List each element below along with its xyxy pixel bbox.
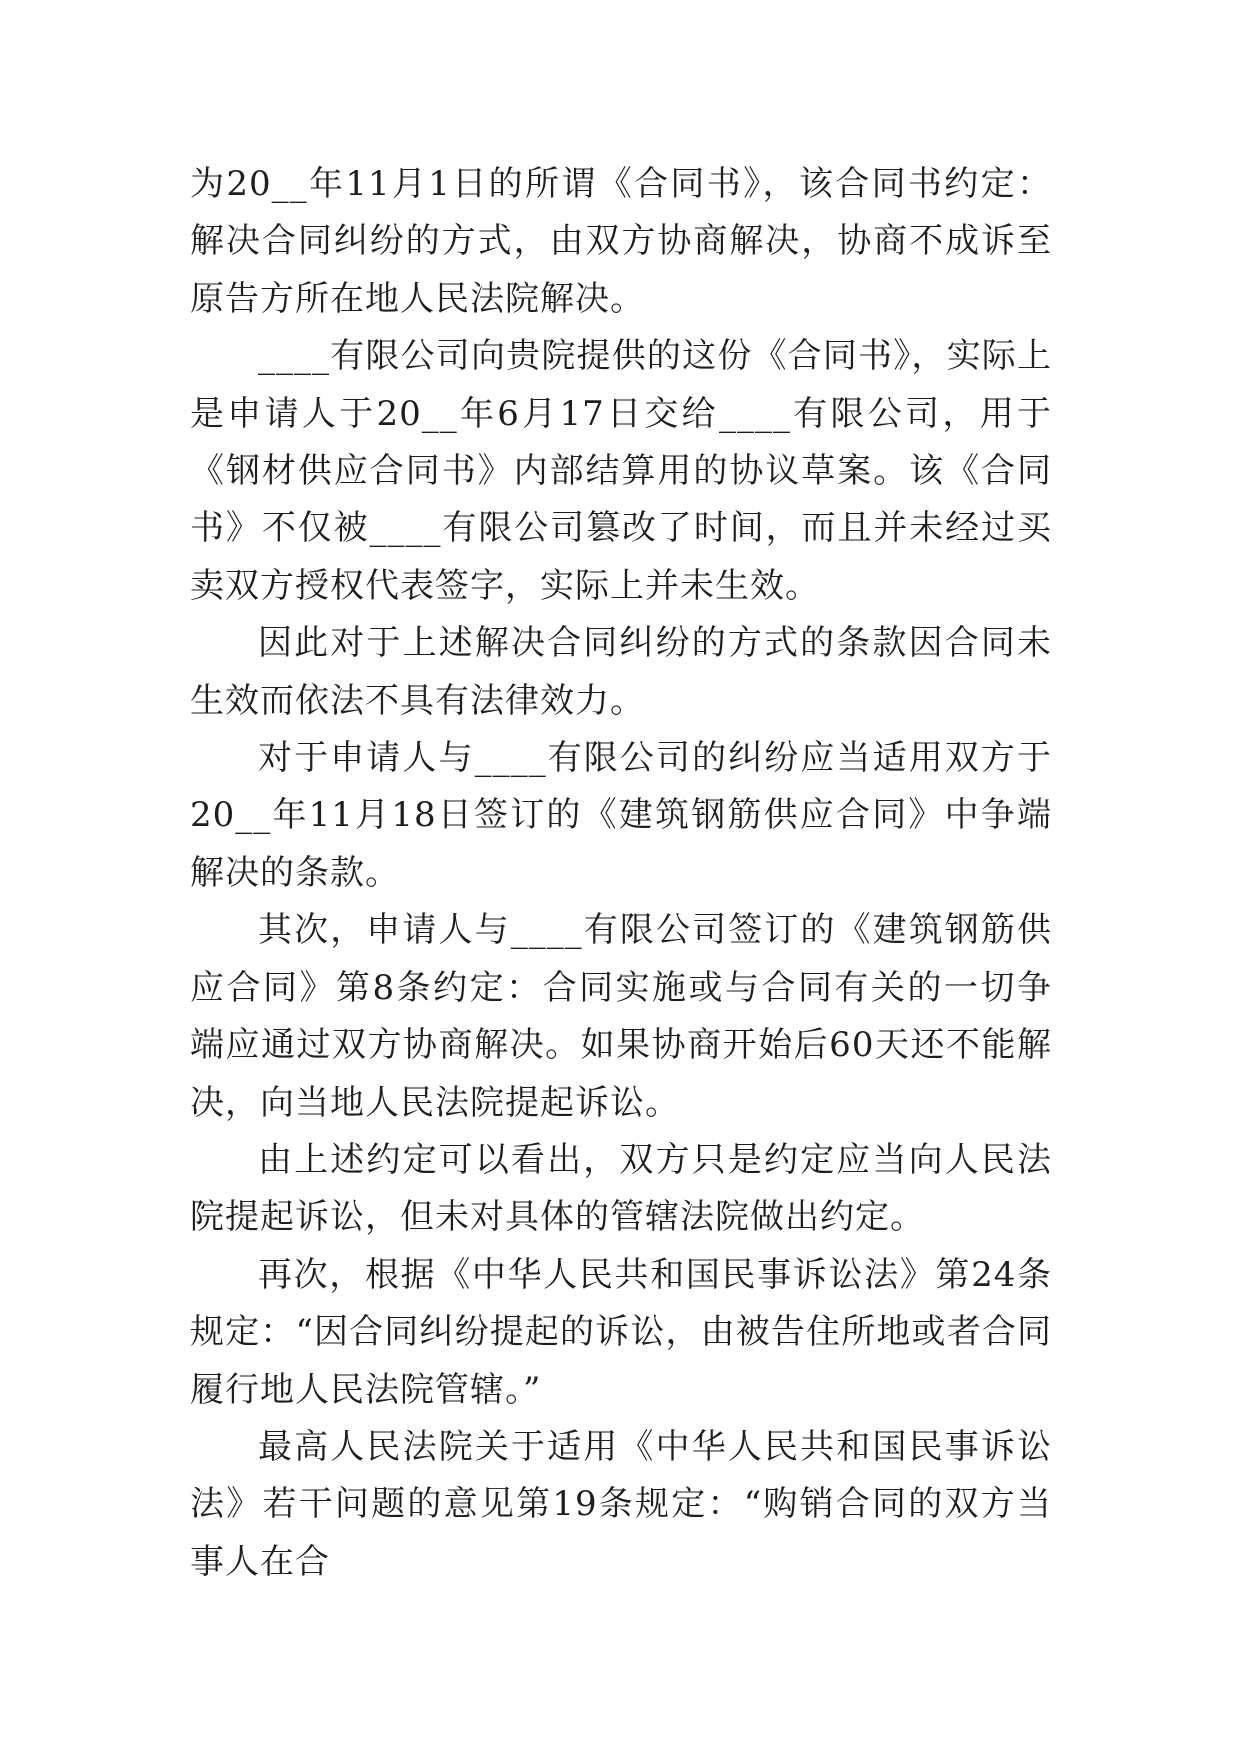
document-body xyxy=(190,156,1052,1591)
paragraph: 最高人民法院关于适用《中华人民共和国民事诉讼法》若干问题的意见第19条规定：“购销合同的双方当事人在合 xyxy=(190,1426,1052,1582)
paragraph: ____有限公司向贵院提供的这份《合同书》，实际上是申请人于20__年6月17日交给____有限公司，用于《钢材供应合同书》内部结算用的协议草案。该《合同书》不仅被____有限公司篡改了时间，而且并未经过买卖双方授权代表签字，实际上并未生效。 xyxy=(190,336,1052,606)
paragraph: 为20__年11月1日的所谓《合同书》，该合同书约定：解决合同纠纷的方式，由双方协商解决，协商不成诉至原告方所在地人民法院解决。 xyxy=(190,164,1052,319)
paragraph: 其次，申请人与____有限公司签订的《建筑钢筋供应合同》第8条约定：合同实施或与合同有关的一切争端应通过双方协商解决。如果协商开始后60天还不能解决，向当地人民法院提起诉讼。 xyxy=(190,910,1052,1123)
paragraph: 因此对于上述解决合同纠纷的方式的条款因合同未生效而依法不具有法律效力。 xyxy=(190,623,1052,721)
paragraph: 由上述约定可以看出，双方只是约定应当向人民法院提起诉讼，但未对具体的管辖法院做出约定。 xyxy=(190,1139,1052,1238)
paragraph: 对于申请人与____有限公司的纠纷应当适用双方于20__年11月18日签订的《建筑钢筋供应合同》中争端解决的条款。 xyxy=(190,738,1052,893)
paragraph: 再次，根据《中华人民共和国民事诉讼法》第24条规定：“因合同纠纷提起的诉讼，由被告住所地或者合同履行地人民法院管辖。” xyxy=(190,1254,1052,1410)
